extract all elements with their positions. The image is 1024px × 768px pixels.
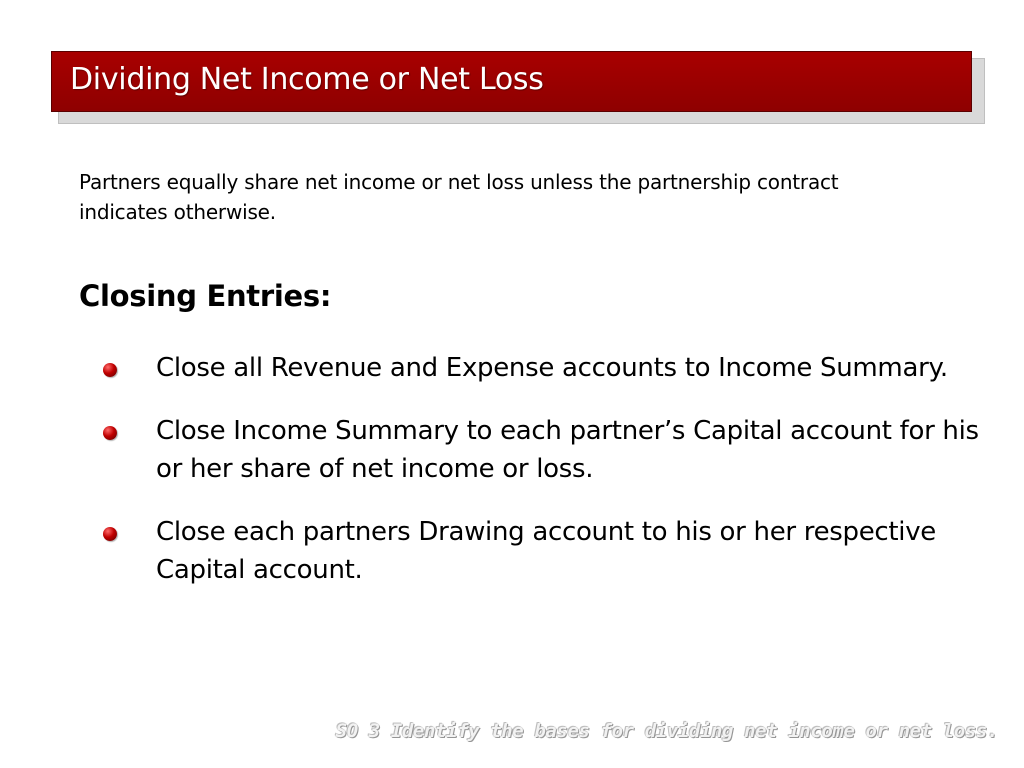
bullet-text: Close Income Summary to each partner’s Capital account for his or her share of net income or loss. [156,416,979,484]
bullet-text: Close all Revenue and Expense accounts to Income Summary. [156,353,948,383]
bullet-dot-icon [103,527,117,541]
bullet-list [100,349,1000,614]
section-heading: Closing Entries: [79,279,332,313]
bullet-dot-icon [103,363,117,377]
bullet-item [100,349,1000,387]
title-banner [51,51,972,112]
bullet-item [100,513,1000,589]
bullet-dot-icon [103,426,117,440]
bullet-item [100,412,1000,488]
bullet-text: Close each partners Drawing account to his or her respective Capital account. [156,517,937,585]
slide-title: Dividing Net Income or Net Loss [70,62,544,97]
footer-learning-objective: SO 3 Identify the bases for dividing net income or net loss. [335,720,998,742]
intro-paragraph: Partners equally share net income or net loss unless the partnership contract indicates otherwise. [79,170,839,224]
